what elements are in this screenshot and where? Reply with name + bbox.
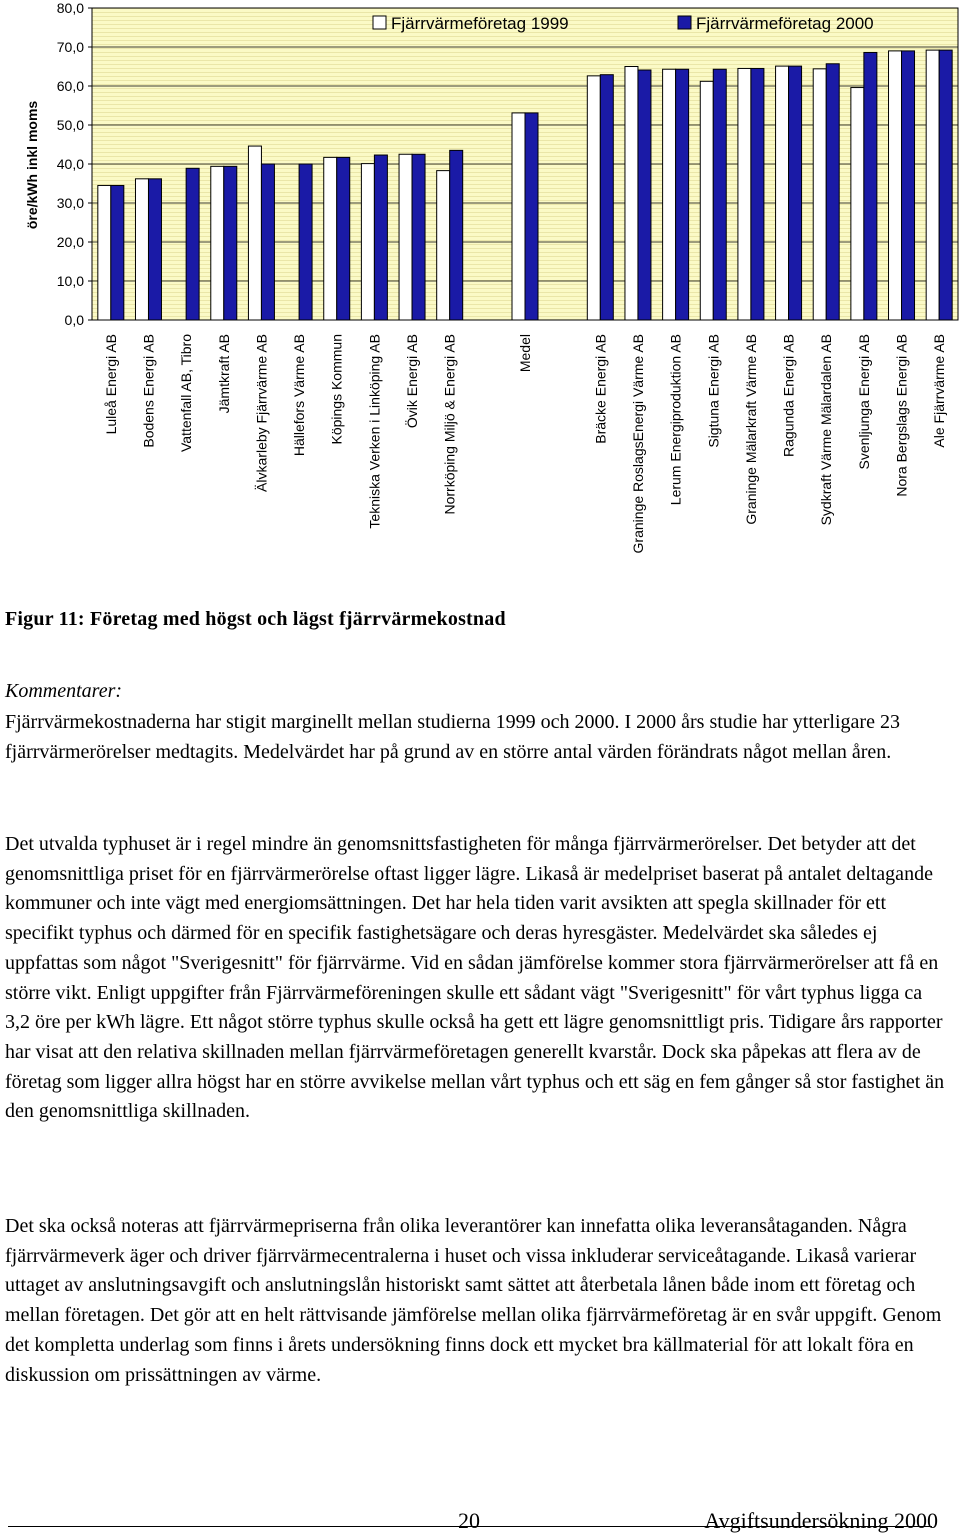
bar — [399, 154, 412, 320]
bar — [450, 150, 463, 320]
y-tick-label: 60,0 — [56, 78, 84, 94]
page-number: 20 — [458, 1508, 480, 1533]
x-tick-label: Ale Fjärrvärme AB — [931, 334, 948, 448]
bar — [789, 66, 802, 320]
bar — [224, 166, 237, 320]
paragraph-2: Det utvalda typhuset är i regel mindre än genomsnittsfastigheten för många fjärrvärmerörelser. Det betyder att det genomsnittliga priset för en fjärrvärmerörelse oftast ligger lägre. Likaså är medelpriset baserat på antalet deltagande kommuner och inte vägt med energiomsättningen. Det har hela tiden varit avsikten att spegla skillnader för ett specifikt typhus och därmed för en specifik fastighetsägare och deras hyresgäster. Medelvärdet ska således ej uppfattas som något "Sverigesnitt" för fjärrvärme. Vid en sådan jämförelse kommer stora fjärrvärmerörelser att få en större vikt. Enligt uppgifter från Fjärrvärmeföreningen skulle ett sådant vägt "Sverigesnitt" för vårt typhus ligga ca 3,2 öre per kWh lägre. Ett något större typhus skulle också ha gett ett lägre genomsnittligt pris. Tidigare års rapporter har visat att den relativa skillnaden mellan fjärrvärmeföretagen generellt kvarstår. Dock ska påpekas att flera av de företag som ligger allra högst har en större avvikelse mellan vårt typhus och ett säg en fem gånger så stor fastighet än den genomsnittliga skillnaden. — [5, 833, 945, 1123]
bar — [625, 67, 638, 321]
x-tick-label: Nora Bergslags Energi AB — [893, 334, 910, 497]
paragraph-1: Fjärrvärmekostnaderna har stigit marginellt mellan studierna 1999 och 2000. I 2000 års studie har ytterligare 23 fjärrvärmerörelser medtagits. Medelvärdet har på grund av en större antal värden förändrats något mellan åren. — [5, 711, 900, 763]
bar — [299, 164, 312, 320]
x-tick-label: Bräcke Energi AB — [592, 334, 609, 444]
x-tick-label: Vattenfall AB, Tibro — [178, 334, 195, 453]
bar — [525, 113, 538, 320]
y-axis-title: öre/kWh inkl moms — [24, 100, 40, 230]
y-tick-label: 0,0 — [64, 312, 84, 328]
x-tick-label: Graninge RoslagsEnergi Värme AB — [629, 334, 646, 554]
y-tick-label: 40,0 — [56, 156, 84, 172]
bar — [676, 69, 689, 320]
bar — [826, 64, 839, 320]
figure-caption: Figur 11: Företag med högst och lägst fjärrvärmekostnad — [5, 608, 506, 630]
x-tick-label: Övik Energi AB — [404, 334, 421, 429]
bar — [864, 52, 877, 320]
bar — [902, 51, 915, 320]
bar-chart — [0, 0, 960, 600]
bar — [374, 155, 387, 320]
bar — [851, 88, 864, 320]
bar — [738, 68, 751, 320]
legend-swatch-1999 — [373, 16, 386, 29]
x-axis-labels — [103, 334, 947, 554]
comment-label: Kommentarer: — [5, 680, 123, 702]
x-tick-label: Svenljunga Energi AB — [855, 334, 872, 470]
legend-label-1999: Fjärrvärmeföretag 1999 — [391, 14, 569, 33]
bar — [813, 69, 826, 320]
bar — [186, 168, 199, 320]
x-tick-label: Medel — [517, 334, 533, 373]
bar — [111, 185, 124, 320]
x-tick-label: Hällefors Värme AB — [291, 334, 308, 457]
bar — [713, 69, 726, 320]
footer-title: Avgiftsundersökning 2000 — [704, 1508, 938, 1533]
bar — [939, 50, 952, 320]
x-tick-label: Lerum Energiproduktion AB — [667, 334, 684, 506]
bar — [776, 66, 789, 320]
bar — [261, 164, 274, 320]
bar — [437, 171, 450, 320]
bar — [889, 51, 902, 320]
bar — [361, 164, 374, 320]
bar — [135, 179, 148, 320]
y-tick-label: 10,0 — [56, 273, 84, 289]
x-tick-label: Jämtkraft AB — [215, 334, 232, 414]
x-tick-label: Älvkarleby Fjärrvärme AB — [253, 334, 270, 492]
bar — [148, 179, 161, 320]
bar — [248, 146, 261, 320]
x-tick-label: Tekniska Verken i Linköping AB — [366, 334, 383, 529]
bar — [412, 154, 425, 320]
bar — [751, 68, 764, 320]
y-tick-label: 20,0 — [56, 234, 84, 250]
x-tick-label: Norrköping Miljö & Energi AB — [441, 334, 458, 515]
x-tick-label: Sydkraft Värme Mälardalen AB — [818, 334, 835, 526]
y-axis-ticks — [57, 0, 92, 328]
x-tick-label: Bodens Energi AB — [140, 334, 157, 448]
y-tick-label: 30,0 — [56, 195, 84, 211]
bar — [98, 185, 111, 320]
y-tick-label: 70,0 — [56, 39, 84, 55]
bar — [926, 50, 939, 320]
bar — [663, 69, 676, 320]
bar — [211, 166, 224, 320]
paragraph-3: Det ska också noteras att fjärrvärmepriserna från olika leverantörer kan innefatta olika leveransåtaganden. Några fjärrvärmeverk äger och driver fjärrvärmecentralerna i huset och vissa inkluderar serviceåtagande. Likaså varierar uttaget av anslutningsavgift och anslutningslån historiskt samt sättet att återbetala lånen både inom ett företag och mellan företagen. Det gör att en helt rättvisande jämförelse mellan olika fjärrvärmeföretag är en svår uppgift. Genom det kompletta underlag som finns i årets undersökning finns dock ett mycket bra källmaterial för att lokalt föra en diskussion om prissättningen av värme. — [5, 1215, 942, 1386]
bar — [337, 157, 350, 320]
x-tick-label: Luleå Energi AB — [102, 334, 119, 435]
x-tick-label: Graninge Mälarkraft Värme AB — [742, 334, 759, 525]
bar — [512, 113, 525, 320]
bar — [587, 76, 600, 320]
bar — [600, 75, 613, 320]
bar — [700, 81, 713, 320]
x-tick-label: Köpings Kommun — [328, 334, 345, 445]
y-tick-label: 80,0 — [56, 0, 84, 16]
bar — [324, 157, 337, 320]
legend-label-2000: Fjärrvärmeföretag 2000 — [696, 14, 874, 33]
legend-swatch-2000 — [678, 16, 691, 29]
bar — [638, 70, 651, 320]
x-tick-label: Ragunda Energi AB — [780, 334, 797, 457]
x-tick-label: Sigtuna Energi AB — [705, 334, 722, 448]
y-tick-label: 50,0 — [56, 117, 84, 133]
